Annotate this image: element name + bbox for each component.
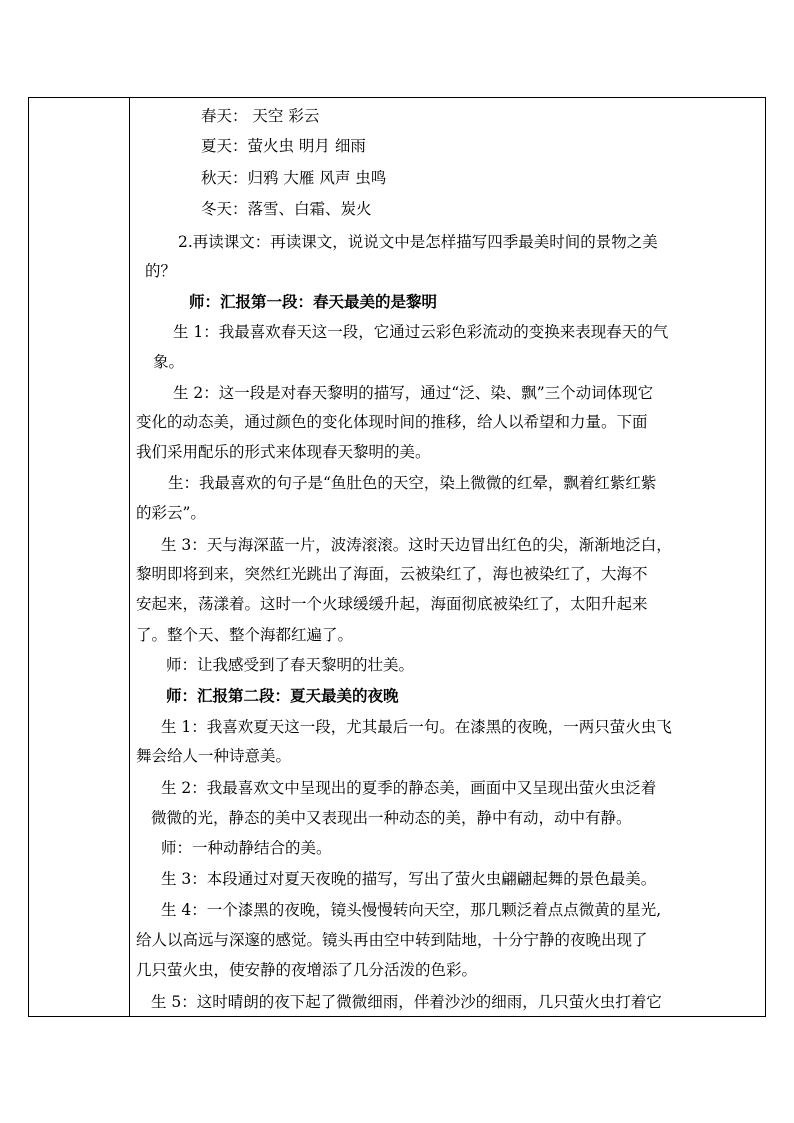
text-line: 的？ — [145, 262, 177, 280]
text-line: 生 1：我最喜欢春天这一段，它通过云彩色彩流动的变换来表现春天的气 — [173, 323, 669, 341]
text-line: 生 2：我最喜欢文中呈现出的夏季的静态美，画面中又呈现出萤火虫泛着 — [161, 779, 657, 797]
text-line: 微微的光，静态的美中又表现出一种动态的美，静中有动，动中有静。 — [151, 809, 632, 827]
text-line: 师：汇报第二段：夏天最美的夜晚 — [166, 686, 399, 705]
text-line: 的彩云”。 — [136, 504, 206, 522]
lesson-table — [28, 97, 766, 1017]
text-line: 象。 — [153, 353, 185, 371]
text-line: 生 5：这时晴朗的夜下起了微微细雨，伴着沙沙的细雨，几只萤火虫打着它 — [151, 993, 662, 1011]
text-line: 生 2：这一段是对春天黎明的描写，通过“泛、染、飘”三个动词体现它 — [173, 384, 654, 402]
text-line: 师：一种动静结合的美。 — [161, 839, 332, 857]
text-line: 冬天：落雪、白霜、炭火 — [201, 200, 372, 218]
text-line: 秋天：归鸦 大雁 风声 虫鸣 — [201, 169, 387, 187]
text-line: 夏天：萤火虫 明月 细雨 — [201, 137, 366, 155]
text-line: 师：让我感受到了春天黎明的壮美。 — [166, 656, 415, 674]
text-line: 师：汇报第一段：春天最美的是黎明 — [189, 292, 438, 311]
text-line: 黎明即将到来，突然红光跳出了海面，云被染红了，海也被染红了，大海不 — [136, 565, 648, 583]
text-line: 了。整个天、整个海都红遍了。 — [136, 626, 354, 644]
text-line: 春天： 天空 彩云 — [201, 107, 320, 125]
text-line: 2.再读课文：再读课文，说说文中是怎样描写四季最美时间的景物之美 — [178, 233, 658, 251]
text-line: 舞会给人一种诗意美。 — [136, 747, 292, 765]
table-content-cell — [131, 98, 765, 1016]
text-line: 给人以高远与深邃的感觉。镜头再由空中转到陆地，十分宁静的夜晚出现了 — [136, 931, 648, 949]
text-line: 安起来，荡漾着。这时一个火球缓缓升起，海面彻底被染红了，太阳升起来 — [136, 595, 648, 613]
text-line: 几只萤火虫，使安静的夜增添了几分活泼的色彩。 — [136, 961, 478, 979]
text-line: 生 3：天与海深蓝一片，波涛滚滚。这时天边冒出红色的尖，渐渐地泛白， — [161, 536, 672, 554]
text-line: 生 4：一个漆黑的夜晚，镜头慢慢转向天空，那几颗泛着点点微黄的星光, — [161, 901, 662, 919]
text-line: 生 3：本段通过对夏天夜晚的描写，写出了萤火虫翩翩起舞的景色最美。 — [161, 870, 657, 888]
text-line: 我们采用配乐的形式来体现春天黎明的美。 — [136, 443, 431, 461]
text-line: 生：我最喜欢的句子是“鱼肚色的天空，染上微微的红晕，飘着红紫红紫 — [168, 474, 657, 492]
text-line: 生 1：我喜欢夏天这一段，尤其最后一句。在漆黑的夜晚，一两只萤火虫飞 — [161, 718, 672, 736]
table-left-column — [29, 98, 130, 1016]
text-line: 变化的动态美，通过颜色的变化体现时间的推移，给人以希望和力量。下面 — [136, 413, 648, 431]
